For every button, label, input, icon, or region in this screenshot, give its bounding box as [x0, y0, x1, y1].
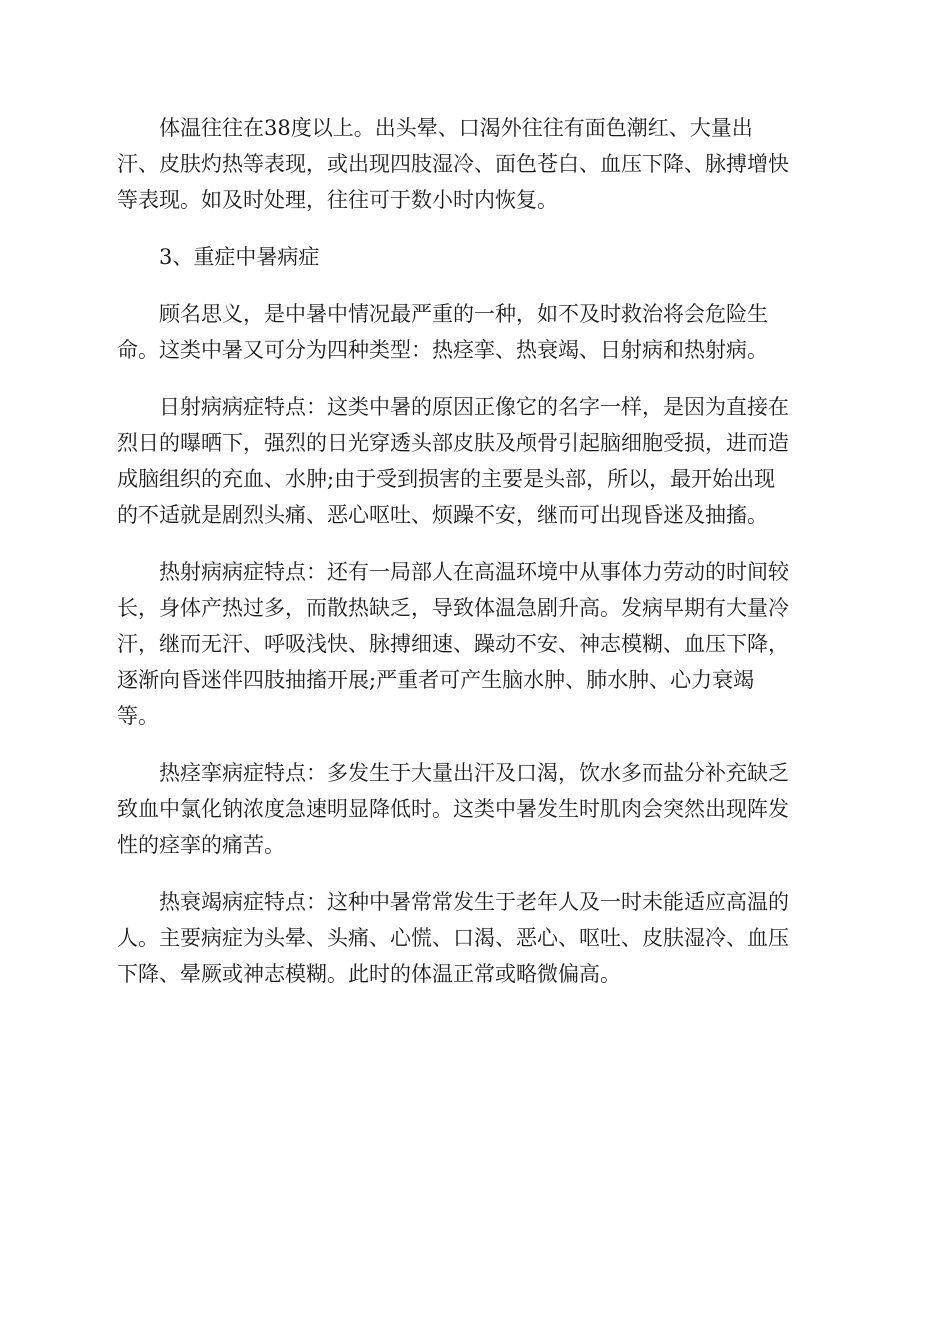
text-line: 逐渐向昏迷伴四肢抽搐开展;严重者可产生脑水肿、肺水肿、心力衰竭: [117, 668, 755, 692]
paragraph-heat-exhaustion: [117, 884, 833, 992]
text-line: 致血中氯化钠浓度急速明显降低时。这类中暑发生时肌肉会突然出现阵发: [117, 797, 789, 821]
text-line: 日射病病症特点：这类中暑的原因正像它的名字一样，是因为直接在: [159, 395, 789, 419]
text-line: 成脑组织的充血、水肿;由于受到损害的主要是头部，所以，最开始出现: [117, 467, 776, 491]
text-line: 性的痉挛的痛苦。: [117, 833, 285, 857]
text-line: 热衰竭病症特点：这种中暑常常发生于老年人及一时未能适应高温的: [159, 890, 789, 914]
text-line: 体温往往在38度以上。出头晕、口渴外往往有面色潮红、大量出: [159, 116, 753, 140]
paragraph-heat-cramps: [117, 755, 833, 863]
text-line: 等表现。如及时处理，往往可于数小时内恢复。: [117, 188, 558, 212]
paragraph-body-temperature: [117, 110, 833, 218]
paragraph-severe-intro: [117, 296, 833, 368]
text-line: 汗，继而无汗、呼吸浅快、脉搏细速、躁动不安、神志模糊、血压下降，: [117, 632, 789, 656]
section-heading-severe-heatstroke: 3、重症中暑病症: [159, 245, 320, 269]
text-line: 顾名思义，是中暑中情况最严重的一种，如不及时救治将会危险生: [159, 302, 768, 326]
text-line: 汗、皮肤灼热等表现，或出现四肢湿冷、面色苍白、血压下降、脉搏增快: [117, 152, 789, 176]
document-page: [117, 110, 833, 1013]
paragraph-heat-stroke: [117, 554, 833, 734]
text-line: 命。这类中暑又可分为四种类型：热痉挛、热衰竭、日射病和热射病。: [117, 338, 768, 362]
paragraph-sunstroke: [117, 389, 833, 533]
text-line: 等。: [117, 704, 159, 728]
text-line: 人。主要病症为头晕、头痛、心慌、口渴、恶心、呕吐、皮肤湿冷、血压: [117, 926, 789, 950]
text-line: 热痉挛病症特点：多发生于大量出汗及口渴，饮水多而盐分补充缺乏: [159, 761, 789, 785]
text-line: 烈日的曝晒下，强烈的日光穿透头部皮肤及颅骨引起脑细胞受损，进而造: [117, 431, 789, 455]
text-line: 下降、晕厥或神志模糊。此时的体温正常或略微偏高。: [117, 962, 621, 986]
text-line: 的不适就是剧烈头痛、恶心呕吐、烦躁不安，继而可出现昏迷及抽搐。: [117, 503, 768, 527]
text-line: 热射病病症特点：还有一局部人在高温环境中从事体力劳动的时间较: [159, 560, 789, 584]
text-line: 长，身体产热过多，而散热缺乏，导致体温急剧升高。发病早期有大量冷: [117, 596, 789, 620]
